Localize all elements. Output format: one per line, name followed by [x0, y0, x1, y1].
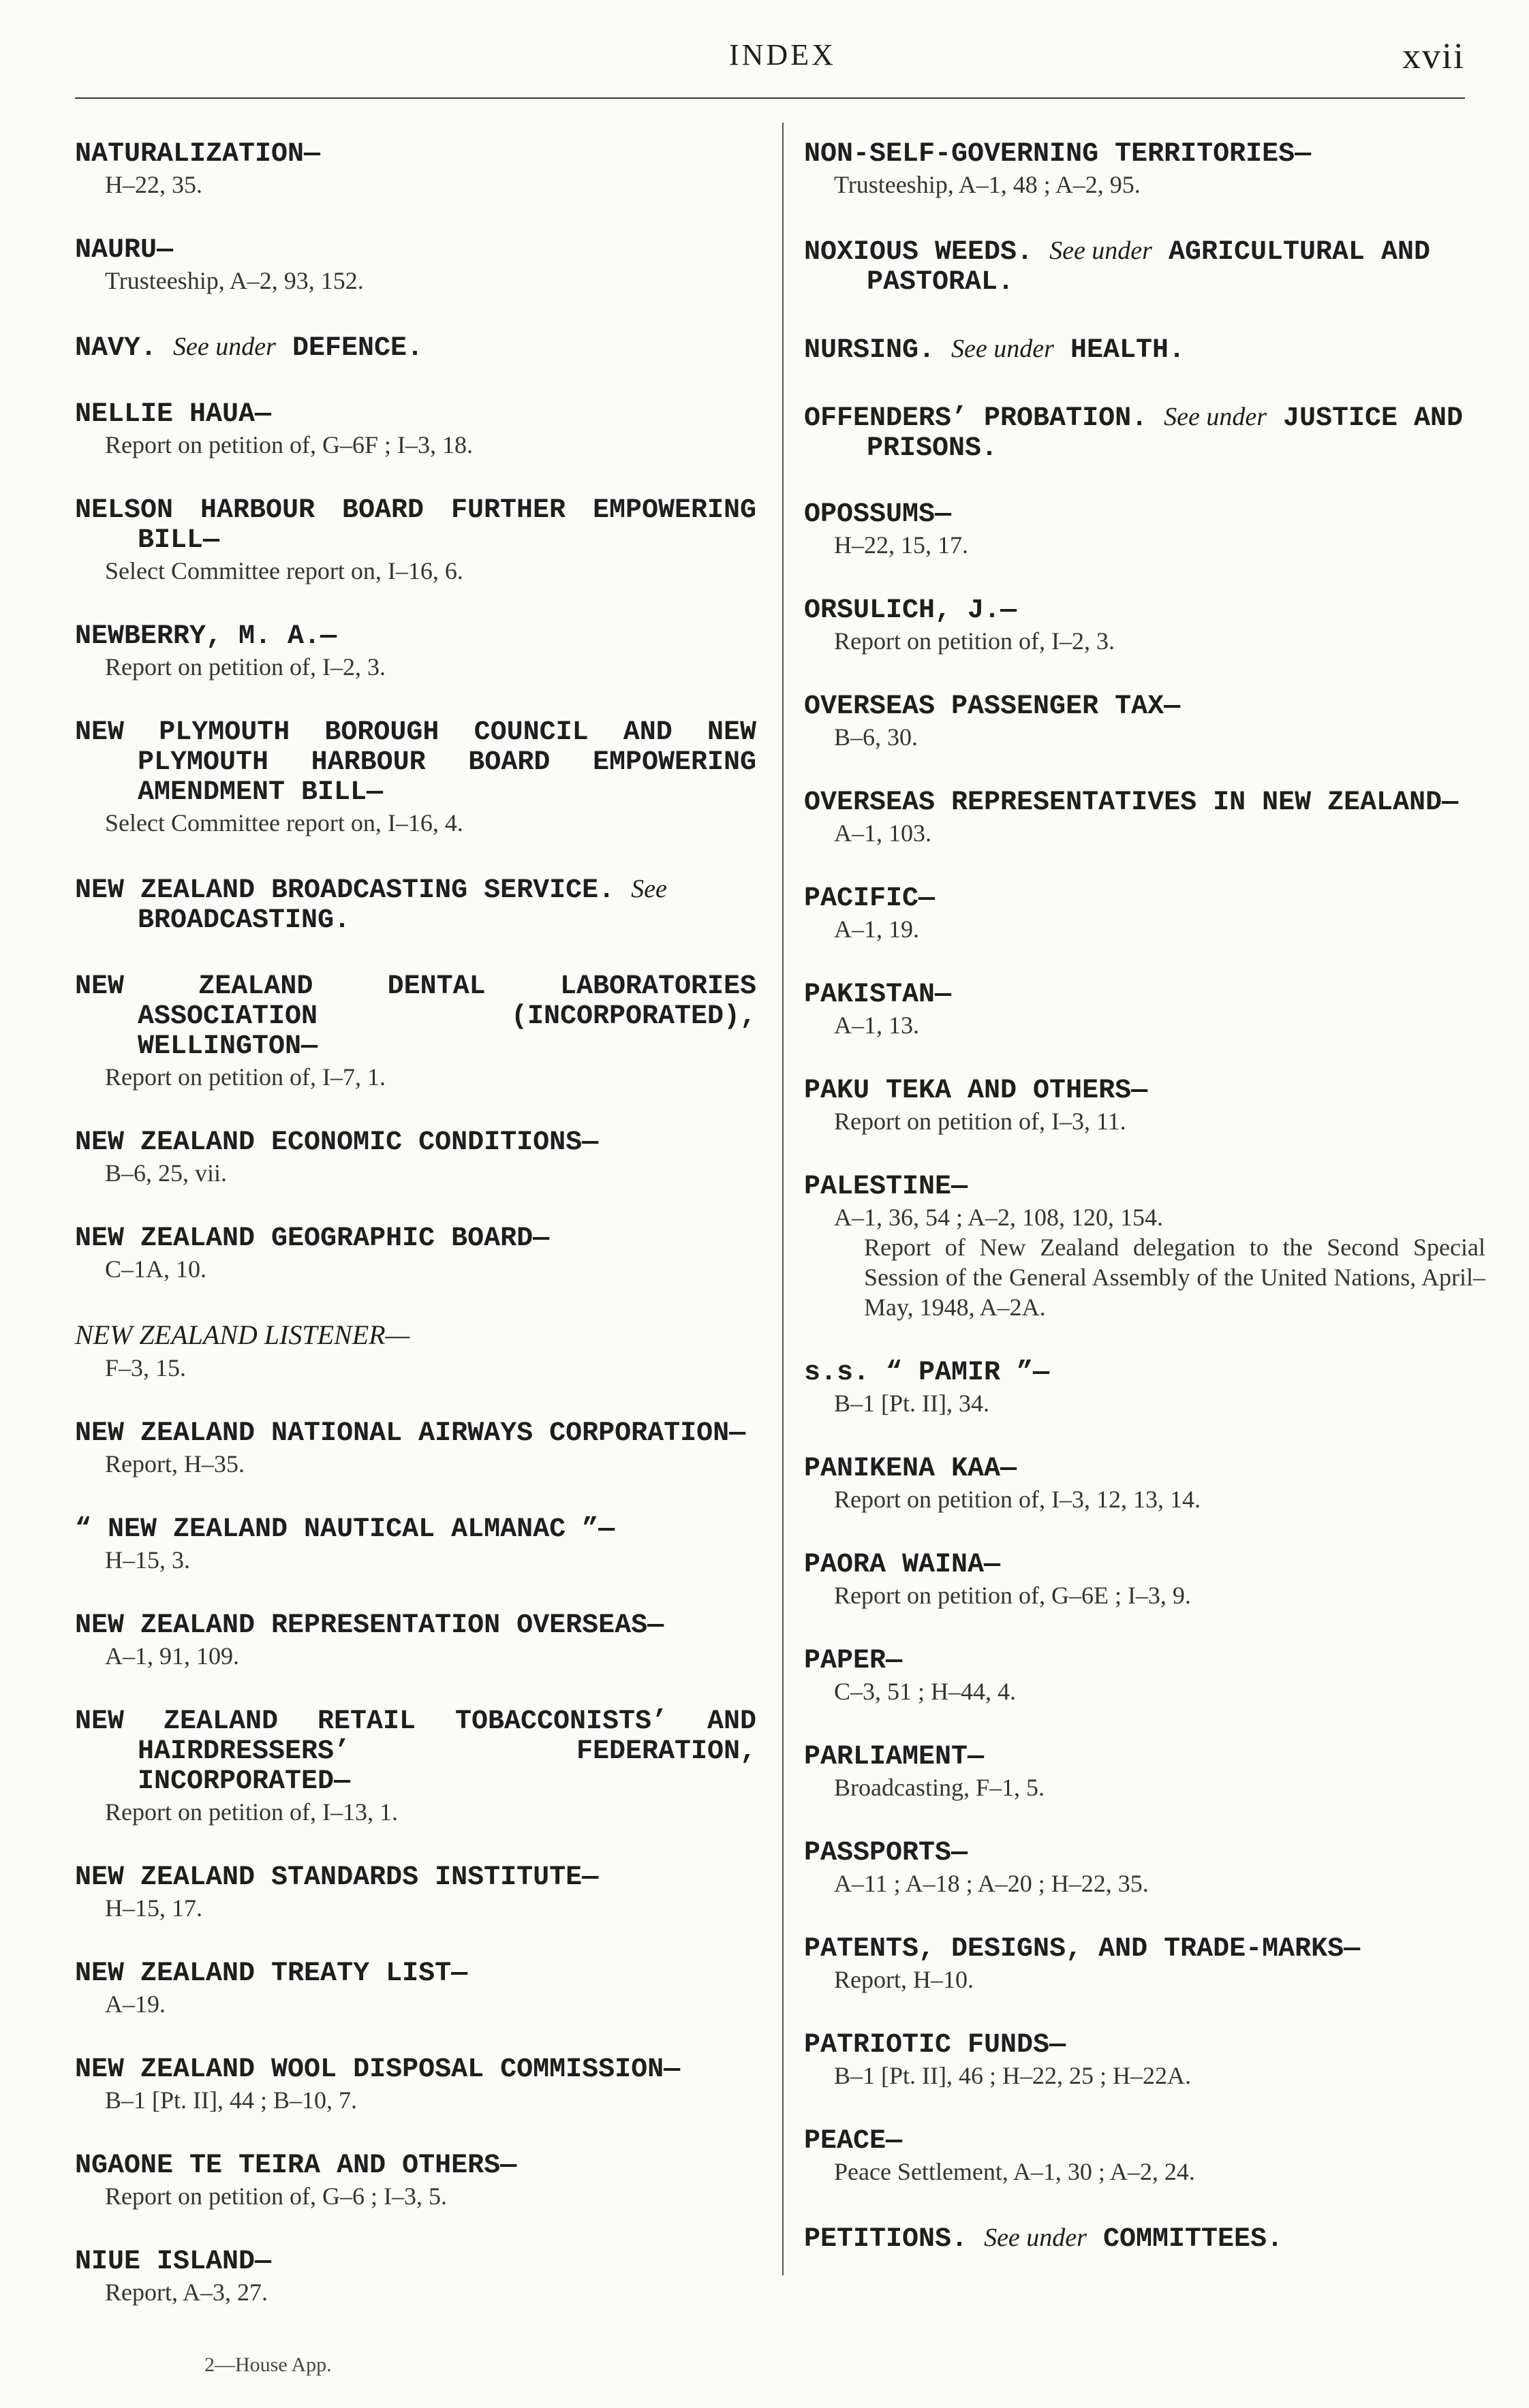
index-entry — [804, 980, 1485, 1040]
cross-reference-target: BROADCASTING. — [138, 905, 351, 936]
entry-heading-text: NURSING. — [804, 335, 936, 366]
entry-reference: Report on petition of, I–3, 12, 13, 14. — [834, 1486, 1201, 1513]
entry-heading-text: ORSULICH, J.— — [804, 595, 1017, 626]
cross-reference-target: JUSTICE AND PRISONS. — [867, 403, 1464, 464]
entry-heading — [75, 1611, 756, 1641]
entry-heading-text: OVERSEAS REPRESENTATIVES IN NEW ZEALAND— — [804, 787, 1459, 818]
entry-heading — [75, 496, 756, 556]
entry-reference: B–6, 30. — [834, 723, 918, 751]
entry-heading-text: NIUE ISLAND— — [75, 2247, 272, 2277]
entry-heading — [75, 2055, 756, 2085]
entry-heading-text: NELSON HARBOUR BOARD FURTHER EMPOWERING BILL— — [75, 495, 756, 556]
entry-heading-text: NATURALIZATION— — [75, 139, 321, 170]
entry-heading-text: PALESTINE— — [804, 1172, 968, 1202]
entry-heading — [804, 788, 1485, 818]
entry-heading — [75, 622, 756, 652]
index-entry — [75, 718, 756, 838]
entry-heading — [804, 1076, 1485, 1106]
entry-heading-text: PAORA WAINA— — [804, 1550, 1001, 1580]
entry-heading — [804, 500, 1485, 530]
entry-heading-text: NEW ZEALAND TREATY LIST— — [75, 1958, 468, 1989]
index-entry — [75, 236, 756, 296]
index-entry — [804, 2031, 1485, 2091]
index-column-left — [75, 140, 756, 2343]
entry-reference: Broadcasting, F–1, 5. — [834, 1774, 1045, 1801]
index-entry — [75, 1320, 756, 1383]
entry-heading — [804, 2223, 1485, 2255]
entry-heading — [75, 1224, 756, 1254]
index-entry — [75, 400, 756, 460]
index-entry — [75, 140, 756, 200]
entry-reference: Report, H–10. — [834, 1966, 974, 1993]
footer-note: 2—House App. — [204, 2354, 332, 2376]
entry-heading-text: NEW PLYMOUTH BOROUGH COUNCIL AND NEW PLYMOUTH HARBOUR BOARD EMPOWERING AMENDMENT BILL— — [75, 717, 756, 808]
entry-heading — [804, 1935, 1485, 1965]
entry-heading — [75, 718, 756, 808]
entry-reference: Select Committee report on, I–16, 6. — [105, 557, 463, 584]
entry-reference: Report, H–35. — [105, 1450, 245, 1477]
entry-reference: Report on petition of, G–6 ; I–3, 5. — [105, 2183, 447, 2210]
index-entry — [804, 140, 1485, 200]
entry-reference: Trusteeship, A–1, 48 ; A–2, 95. — [834, 171, 1141, 198]
see-reference: See under — [173, 332, 276, 361]
index-entry — [75, 1419, 756, 1479]
entry-reference: Trusteeship, A–2, 93, 152. — [105, 267, 364, 294]
index-column-right — [804, 140, 1485, 2291]
cross-reference-target: AGRICULTURAL AND PASTORAL. — [867, 237, 1431, 298]
entry-heading-text: PAKISTAN— — [804, 980, 952, 1010]
entry-heading — [804, 884, 1485, 914]
index-entry — [804, 1646, 1485, 1706]
index-entry — [75, 874, 756, 936]
entry-reference: Report, A–3, 27. — [105, 2279, 268, 2306]
index-entry — [75, 972, 756, 1092]
index-entry — [804, 1358, 1485, 1418]
index-entry — [804, 2127, 1485, 2187]
index-entry — [804, 236, 1485, 298]
index-entry — [804, 1454, 1485, 1514]
entry-subreference: Report of New Zealand delegation to the Second Special Session of the General Assembly of the United Nations, April–May, 1948, A–2A. — [864, 1234, 1485, 1321]
index-entry — [75, 332, 756, 364]
entry-reference: Report on petition of, I–2, 3. — [834, 627, 1115, 655]
entry-heading — [75, 972, 756, 1062]
entry-heading — [804, 236, 1485, 298]
entry-heading — [804, 1646, 1485, 1676]
entry-heading-text: OVERSEAS PASSENGER TAX— — [804, 691, 1181, 722]
entry-heading-text: NEWBERRY, M. A.— — [75, 621, 337, 652]
entry-reference: A–1, 103. — [834, 819, 931, 847]
entry-heading — [75, 236, 756, 266]
entry-reference: Report on petition of, I–7, 1. — [105, 1063, 386, 1091]
entry-reference: Peace Settlement, A–1, 30 ; A–2, 24. — [834, 2158, 1195, 2185]
entry-heading-text: PEACE— — [804, 2126, 903, 2157]
cross-reference-target: COMMITTEES. — [1102, 2224, 1284, 2255]
entry-heading-text: PATRIOTIC FUNDS— — [804, 2030, 1066, 2061]
column-divider — [782, 123, 784, 2275]
entry-heading — [804, 2031, 1485, 2061]
entry-heading-text: NEW ZEALAND GEOGRAPHIC BOARD— — [75, 1223, 550, 1254]
entry-reference: B–1 [Pt. II], 34. — [834, 1390, 989, 1417]
entry-heading-text: NEW ZEALAND RETAIL TOBACCONISTS’ AND HAIRDRESSERS’ FEDERATION, INCORPORATED— — [75, 1706, 756, 1797]
index-entry — [75, 496, 756, 586]
index-entry — [804, 1076, 1485, 1136]
entry-reference: H–15, 17. — [105, 1894, 202, 1922]
entry-heading — [75, 2247, 756, 2277]
index-entry — [804, 500, 1485, 560]
entry-reference: A–1, 36, 54 ; A–2, 108, 120, 154. — [834, 1204, 1164, 1231]
entry-reference: Report on petition of, I–13, 1. — [105, 1798, 398, 1826]
entry-reference: C–3, 51 ; H–44, 4. — [834, 1678, 1017, 1705]
entry-heading-text: PAKU TEKA AND OTHERS— — [804, 1076, 1148, 1106]
entry-heading-text: NELLIE HAUA— — [75, 399, 272, 430]
entry-heading-text: NEW ZEALAND REPRESENTATION OVERSEAS— — [75, 1610, 664, 1641]
entry-heading — [804, 402, 1485, 464]
entry-heading — [75, 1863, 756, 1893]
index-entry — [75, 1515, 756, 1575]
entry-heading — [804, 596, 1485, 626]
index-entry — [804, 1550, 1485, 1610]
index-entry — [75, 1611, 756, 1671]
entry-reference: Select Committee report on, I–16, 4. — [105, 809, 463, 836]
page-title: INDEX — [729, 38, 836, 72]
entry-reference: B–6, 25, vii. — [105, 1159, 228, 1187]
entry-heading-text: s.s. “ PAMIR ”— — [804, 1358, 1050, 1388]
entry-heading — [804, 1172, 1485, 1202]
entry-heading-text: NEW ZEALAND DENTAL LABORATORIES ASSOCIATION (INCORPORATED), WELLINGTON— — [75, 971, 756, 1062]
entry-heading — [75, 332, 756, 364]
index-entry — [804, 334, 1485, 366]
entry-heading-text: NGAONE TE TEIRA AND OTHERS— — [75, 2151, 517, 2181]
entry-heading — [75, 2151, 756, 2181]
entry-heading-text: OPOSSUMS— — [804, 499, 952, 530]
entry-heading-text: PACIFIC— — [804, 884, 936, 914]
entry-heading — [804, 1839, 1485, 1868]
page-number: xvii — [1402, 35, 1465, 76]
entry-heading — [804, 1358, 1485, 1388]
entry-heading-text: PATENTS, DESIGNS, AND TRADE-MARKS— — [804, 1934, 1361, 1965]
see-reference: See under — [984, 2223, 1087, 2252]
entry-heading-text: PAPER— — [804, 1646, 903, 1676]
entry-reference: Report on petition of, G–6E ; I–3, 9. — [834, 1582, 1191, 1609]
entry-reference: H–22, 15, 17. — [834, 531, 968, 559]
entry-heading-text: PARLIAMENT— — [804, 1742, 985, 1772]
index-entry — [75, 1707, 756, 1827]
entry-heading — [75, 1128, 756, 1158]
entry-heading-text: NEW ZEALAND STANDARDS INSTITUTE— — [75, 1862, 599, 1893]
entry-reference: A–19. — [105, 1990, 166, 2018]
entry-heading — [75, 874, 756, 936]
entry-heading — [75, 1515, 756, 1545]
index-entry — [804, 1839, 1485, 1898]
entry-reference: Report on petition of, I–2, 3. — [105, 653, 386, 681]
entry-heading-text: PASSPORTS— — [804, 1838, 968, 1868]
page-header — [75, 37, 1465, 78]
entry-reference: A–1, 19. — [834, 916, 919, 943]
entry-heading — [75, 1419, 756, 1449]
entry-heading — [804, 1742, 1485, 1772]
see-reference: See under — [1164, 403, 1267, 431]
entry-heading-text: NAURU— — [75, 235, 174, 266]
entry-reference: H–15, 3. — [105, 1546, 190, 1574]
index-entry — [75, 1224, 756, 1284]
index-entry — [804, 788, 1485, 848]
index-entry — [75, 1959, 756, 2019]
entry-reference: Report on petition of, G–6F ; I–3, 18. — [105, 431, 473, 458]
entry-reference: A–11 ; A–18 ; A–20 ; H–22, 35. — [834, 1870, 1149, 1897]
see-reference: See — [631, 875, 667, 903]
see-reference: See under — [1049, 236, 1152, 265]
entry-reference: F–3, 15. — [105, 1354, 187, 1381]
index-entry — [804, 1935, 1485, 1995]
entry-heading — [804, 692, 1485, 722]
entry-heading — [804, 1550, 1485, 1580]
entry-reference: Report on petition of, I–3, 11. — [834, 1108, 1126, 1135]
index-entry — [804, 1742, 1485, 1802]
entry-reference: C–1A, 10. — [105, 1255, 207, 1283]
index-entry — [75, 622, 756, 682]
index-entry — [804, 884, 1485, 944]
index-entry — [804, 692, 1485, 752]
entry-heading-text: NEW ZEALAND NATIONAL AIRWAYS CORPORATION— — [75, 1418, 746, 1449]
entry-heading — [804, 980, 1485, 1010]
entry-heading — [75, 400, 756, 430]
entry-heading — [804, 140, 1485, 170]
index-entry — [75, 1863, 756, 1923]
entry-heading — [75, 1959, 756, 1989]
cross-reference-target: HEALTH. — [1070, 335, 1185, 366]
entry-heading-text: NEW ZEALAND LISTENER— — [75, 1319, 410, 1350]
entry-heading-text: NAVY. — [75, 333, 157, 364]
entry-heading — [804, 1454, 1485, 1484]
entry-heading-text: NEW ZEALAND WOOL DISPOSAL COMMISSION— — [75, 2054, 681, 2085]
index-entry — [804, 596, 1485, 656]
entry-heading — [75, 140, 756, 170]
see-reference: See under — [951, 334, 1054, 363]
index-entry — [804, 402, 1485, 464]
entry-heading-text: NON-SELF-GOVERNING TERRITORIES— — [804, 139, 1312, 170]
entry-reference: A–1, 13. — [834, 1012, 919, 1039]
index-entry — [75, 2247, 756, 2307]
index-entry — [75, 2055, 756, 2115]
entry-reference: B–1 [Pt. II], 44 ; B–10, 7. — [105, 2086, 358, 2114]
entry-heading-text: PETITIONS. — [804, 2224, 968, 2255]
entry-heading-text: NEW ZEALAND BROADCASTING SERVICE. — [75, 875, 615, 906]
index-entry — [804, 2223, 1485, 2255]
index-entry — [75, 1128, 756, 1188]
entry-reference: A–1, 91, 109. — [105, 1642, 239, 1670]
entry-heading — [75, 1320, 756, 1353]
entry-heading-text: OFFENDERS’ PROBATION. — [804, 403, 1148, 434]
entry-heading-text: NOXIOUS WEEDS. — [804, 237, 1034, 268]
index-entry — [804, 1172, 1485, 1322]
entry-heading-text: “ NEW ZEALAND NAUTICAL ALMANAC ”— — [75, 1514, 615, 1545]
entry-heading — [804, 334, 1485, 366]
entry-reference: H–22, 35. — [105, 171, 202, 198]
entry-heading — [75, 1707, 756, 1797]
entry-heading-text: PANIKENA KAA— — [804, 1454, 1017, 1484]
entry-heading — [804, 2127, 1485, 2157]
header-rule — [75, 97, 1465, 99]
cross-reference-target: DEFENCE. — [292, 333, 423, 364]
entry-heading-text: NEW ZEALAND ECONOMIC CONDITIONS— — [75, 1127, 599, 1158]
entry-reference: B–1 [Pt. II], 46 ; H–22, 25 ; H–22A. — [834, 2062, 1191, 2089]
index-entry — [75, 2151, 756, 2211]
